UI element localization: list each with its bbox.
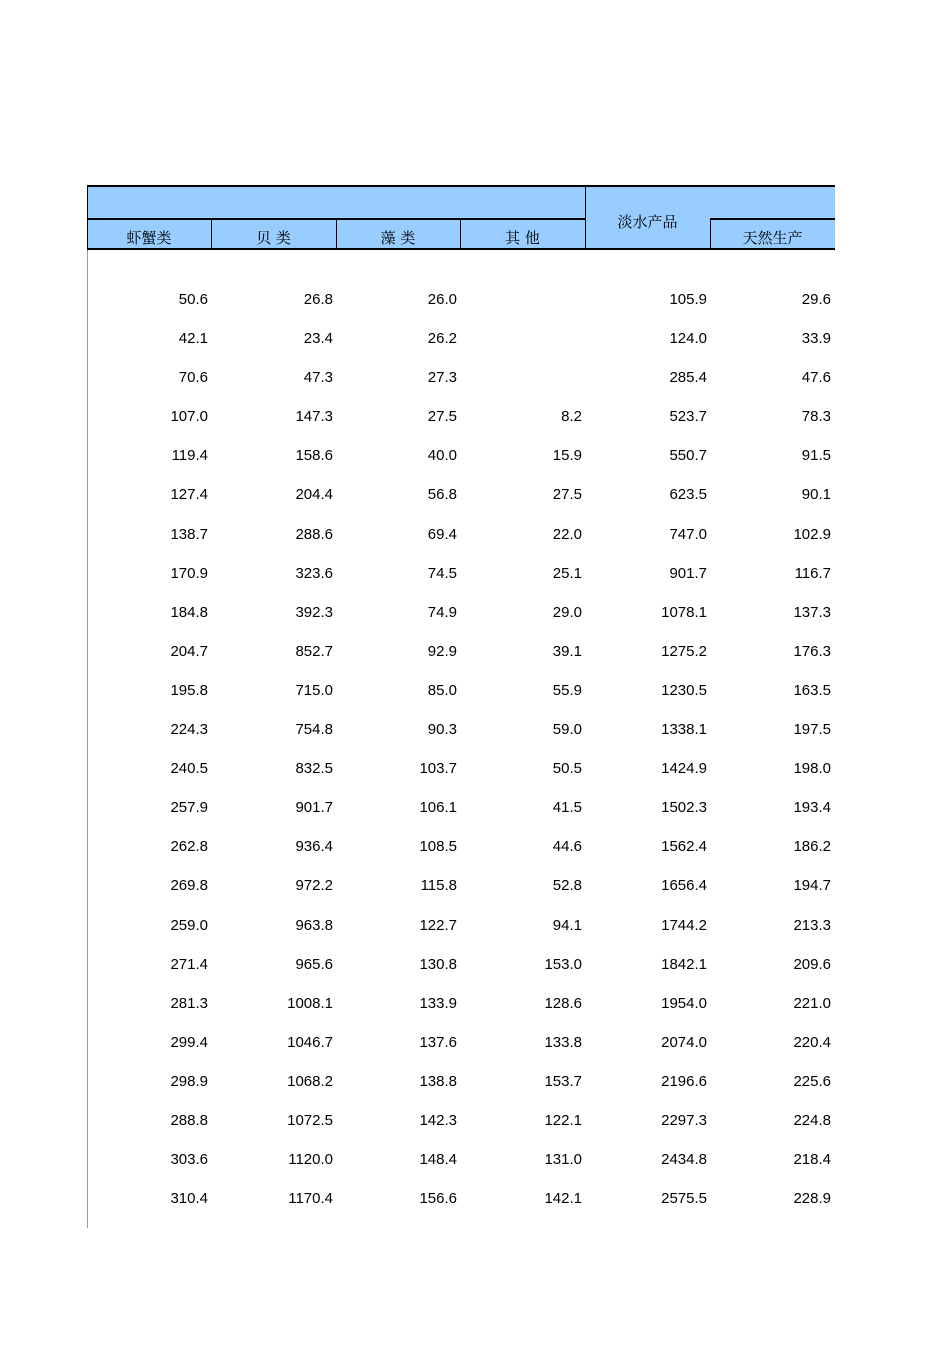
table-row [87,446,835,485]
table-cell: 33.9 [801,330,831,348]
table-cell: 138.7 [170,525,208,543]
table-cell: 115.8 [420,877,457,895]
table-cell: 198.0 [793,760,831,778]
table-cell: 69.4 [427,525,457,543]
table-cell: 27.5 [427,408,457,426]
table-cell: 91.5 [801,447,831,465]
table-row [87,1150,835,1189]
table-cell: 47.3 [303,369,333,387]
table-cell: 2297.3 [661,1111,707,1129]
table-row [87,1189,835,1228]
table-cell: 715.0 [295,681,333,699]
table-cell: 47.6 [801,369,831,387]
table-cell: 78.3 [801,408,831,426]
table-row [87,955,835,994]
table-cell: 204.4 [295,486,333,504]
table-cell: 40.0 [427,447,457,465]
table-cell: 1008.1 [287,994,333,1012]
table-cell: 158.6 [295,447,333,465]
table-cell: 74.5 [427,564,457,582]
table-cell: 257.9 [170,799,208,817]
table-cell: 41.5 [552,799,582,817]
table-cell: 550.7 [669,447,707,465]
table-cell: 52.8 [552,877,582,895]
table-cell: 170.9 [170,564,208,582]
table-cell: 310.4 [170,1190,208,1208]
table-cell: 303.6 [170,1151,208,1169]
table-row [87,798,835,837]
table-cell: 74.9 [427,603,457,621]
table-cell: 85.0 [427,681,457,699]
table-cell: 288.6 [295,525,333,543]
table-cell: 108.5 [419,838,457,856]
table-cell: 1424.9 [661,760,707,778]
table-cell: 1562.4 [661,838,707,856]
table-cell: 299.4 [170,1033,208,1051]
table-row [87,1072,835,1111]
table-cell: 963.8 [295,916,333,934]
table-cell: 623.5 [669,486,707,504]
table-cell: 55.9 [552,681,582,699]
table-cell: 213.3 [793,916,831,934]
table-cell: 224.3 [170,721,208,739]
table-row [87,329,835,368]
table-cell: 44.6 [552,838,582,856]
table-cell: 262.8 [170,838,208,856]
table-cell: 1954.0 [661,994,707,1012]
table-cell: 281.3 [170,994,208,1012]
table-cell: 392.3 [295,603,333,621]
table-cell: 193.4 [793,799,831,817]
table-cell: 1072.5 [287,1111,333,1129]
table-cell: 27.3 [427,369,457,387]
table-cell: 39.1 [552,642,582,660]
table-cell: 42.1 [178,330,208,348]
table-row [87,837,835,876]
table-cell: 972.2 [295,877,333,895]
table-cell: 127.4 [170,486,208,504]
table-row [87,564,835,603]
table-row [87,642,835,681]
table-cell: 225.6 [793,1072,831,1090]
table-cell: 50.6 [178,291,208,308]
table-body [87,290,835,1228]
header-algae: 藻 类 [380,229,416,247]
table-cell: 142.3 [419,1111,457,1129]
table-cell: 27.5 [552,486,582,504]
table-cell: 1046.7 [287,1033,333,1051]
table-cell: 259.0 [170,916,208,934]
table-cell: 119.4 [171,447,208,465]
table-cell: 156.6 [419,1190,457,1208]
table-cell: 1744.2 [661,916,707,934]
table-cell: 2575.5 [661,1190,707,1208]
table-cell: 148.4 [419,1151,457,1169]
table-cell: 94.1 [552,916,582,934]
table-cell: 186.2 [793,838,831,856]
table-cell: 269.8 [170,877,208,895]
header-other: 其 他 [505,229,540,247]
table-cell: 1275.2 [661,642,707,660]
table-cell: 105.9 [669,291,707,308]
table-cell: 2196.6 [661,1072,707,1090]
table-row [87,759,835,798]
table-cell: 224.8 [793,1111,831,1129]
table-cell: 23.4 [303,330,333,348]
table-cell: 92.9 [427,642,457,660]
table-cell: 197.5 [793,721,831,739]
table-cell: 103.7 [419,760,457,778]
table-cell: 1502.3 [661,799,707,817]
table-cell: 2074.0 [661,1033,707,1051]
header-freshwater: 淡水产品 [617,213,678,231]
table-cell: 1068.2 [287,1072,333,1090]
table-cell: 240.5 [170,760,208,778]
table-cell: 122.7 [419,916,457,934]
table-cell: 106.1 [419,799,457,817]
table-row [87,485,835,524]
table-cell: 747.0 [669,525,707,543]
table-cell: 153.0 [544,955,582,973]
table-cell: 142.1 [544,1190,582,1208]
table-row [87,368,835,407]
table-cell: 221.0 [793,994,831,1012]
table-cell: 90.1 [801,486,831,504]
table-cell: 184.8 [170,603,208,621]
table-cell: 832.5 [295,760,333,778]
table-cell: 122.1 [544,1111,582,1129]
table-cell: 26.8 [303,291,333,308]
table-cell: 15.9 [552,447,582,465]
table-cell: 102.9 [793,525,831,543]
table-cell: 965.6 [295,955,333,973]
table-cell: 22.0 [552,525,582,543]
table-cell: 59.0 [552,721,582,739]
table-row [87,994,835,1033]
data-table [87,185,835,1228]
table-cell: 204.7 [170,642,208,660]
table-cell: 25.1 [552,564,582,582]
table-cell: 130.8 [419,955,457,973]
table-cell: 29.0 [552,603,582,621]
table-row [87,407,835,446]
table-row [87,290,835,329]
header-shrimp-crab: 虾蟹类 [126,229,172,247]
table-cell: 1656.4 [661,877,707,895]
table-cell: 147.3 [295,408,333,426]
table-cell: 754.8 [295,721,333,739]
table-cell: 288.8 [170,1111,208,1129]
table-cell: 1230.5 [661,681,707,699]
table-cell: 131.0 [544,1151,582,1169]
table-cell: 50.5 [552,760,582,778]
table-cell: 1170.4 [288,1190,333,1208]
table-cell: 323.6 [295,564,333,582]
table-cell: 936.4 [295,838,333,856]
table-cell: 209.6 [793,955,831,973]
table-cell: 176.3 [793,642,831,660]
table-cell: 1120.0 [288,1151,333,1169]
table-row [87,876,835,915]
table-cell: 901.7 [669,564,707,582]
table-cell: 133.9 [419,994,457,1012]
table-cell: 26.2 [427,330,457,348]
table-row [87,681,835,720]
table-cell: 285.4 [669,369,707,387]
table-cell: 90.3 [427,721,457,739]
header-divider-right [710,218,835,220]
table-cell: 153.7 [544,1072,582,1090]
table-cell: 124.0 [669,330,707,348]
table-cell: 56.8 [427,486,457,504]
table-cell: 128.6 [544,994,582,1012]
header-shellfish: 贝 类 [256,229,291,247]
table-cell: 26.0 [427,291,457,308]
table-cell: 163.5 [793,681,831,699]
table-header [87,185,835,250]
table-row [87,1111,835,1150]
table-cell: 8.2 [561,408,582,426]
table-cell: 901.7 [295,799,333,817]
table-row [87,720,835,759]
table-cell: 852.7 [295,642,333,660]
table-cell: 195.8 [170,681,208,699]
header-natural-production: 天然生产 [742,229,803,247]
table-cell: 271.4 [170,955,208,973]
table-cell: 70.6 [178,369,208,387]
table-cell: 1842.1 [661,955,707,973]
table-row [87,1033,835,1072]
table-cell: 228.9 [793,1190,831,1208]
table-cell: 133.8 [544,1033,582,1051]
table-cell: 523.7 [669,408,707,426]
table-cell: 137.6 [419,1033,457,1051]
table-cell: 1078.1 [661,603,707,621]
table-cell: 218.4 [793,1151,831,1169]
table-cell: 2434.8 [661,1151,707,1169]
table-cell: 220.4 [793,1033,831,1051]
table-cell: 116.7 [794,564,831,582]
table-cell: 107.0 [170,408,208,426]
table-row [87,603,835,642]
table-cell: 29.6 [801,291,831,308]
table-cell: 138.8 [419,1072,457,1090]
table-row [87,916,835,955]
table-cell: 137.3 [793,603,831,621]
table-cell: 1338.1 [661,721,707,739]
table-cell: 298.9 [170,1072,208,1090]
table-row [87,525,835,564]
table-cell: 194.7 [793,877,831,895]
